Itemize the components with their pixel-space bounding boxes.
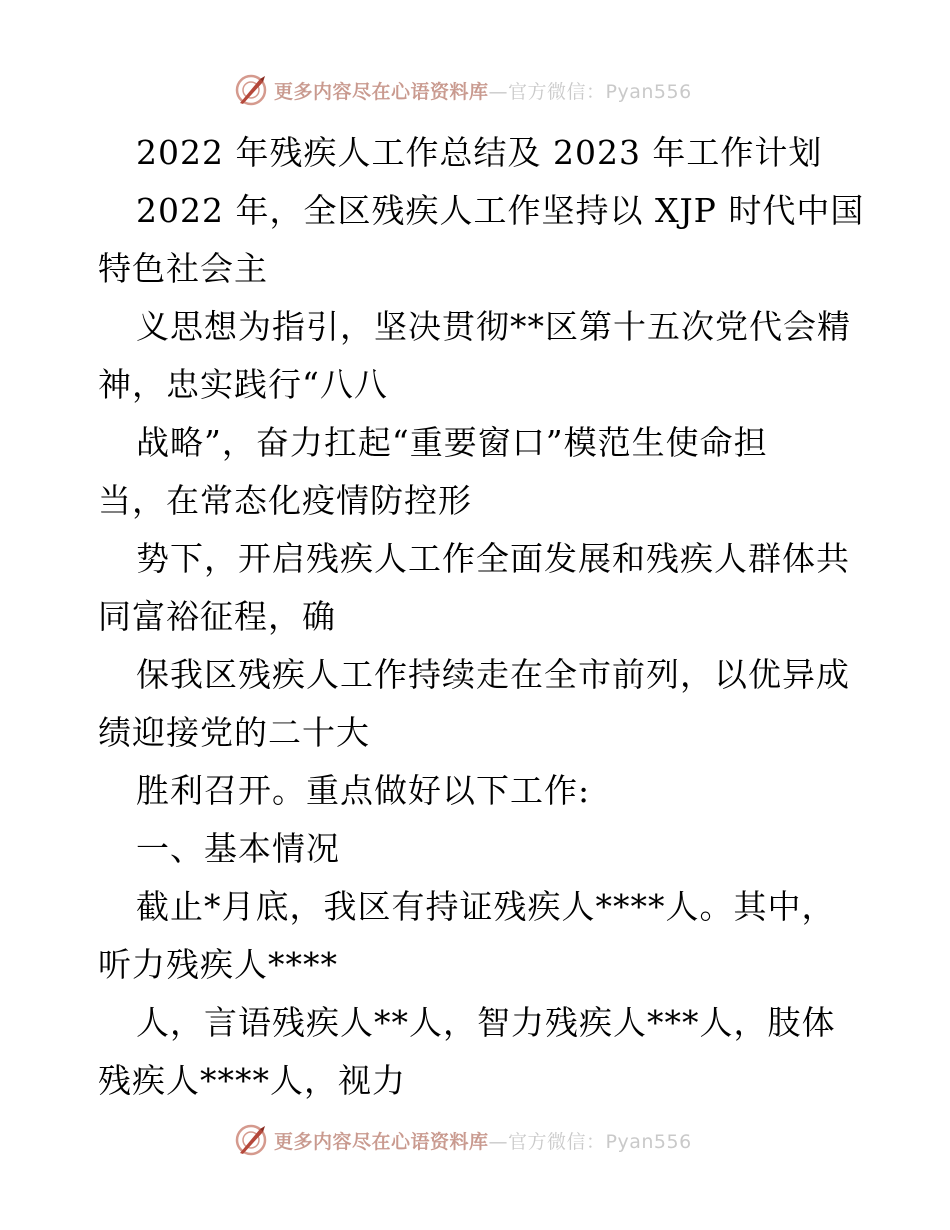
text-line: 截止*月底，我区有持证残疾人****人。其中，: [136, 887, 836, 926]
watermark-bottom: [234, 1122, 692, 1158]
text-line: 当，在常态化疫情防控形: [98, 481, 472, 520]
text-line: 神，忠实践行“八八: [98, 365, 388, 404]
text-line: 残疾人****人，视力: [98, 1061, 406, 1100]
quill-logo-icon: [234, 73, 268, 107]
text-line: 义思想为指引，坚决贯彻**区第十五次党代会精: [136, 307, 851, 346]
text-line: 势下，开启残疾人工作全面发展和残疾人群体共: [136, 539, 850, 578]
document-body: [98, 124, 865, 1110]
text-line: 绩迎接党的二十大: [98, 713, 370, 752]
watermark-top: [234, 72, 692, 108]
text-line: 2022 年，全区残疾人工作坚持以 XJP 时代中国: [136, 191, 865, 230]
text-line: 战略”，奋力扛起“重要窗口”模范生使命担: [136, 423, 768, 462]
text-line: 人，言语残疾人**人，智力残疾人***人，肢体: [136, 1003, 836, 1042]
text-line: 特色社会主: [98, 249, 268, 288]
watermark-text: 更多内容尽在心语资料库—官方微信：Pyan556: [274, 80, 692, 103]
text-line: 听力残疾人****: [98, 945, 338, 984]
document-title: 2022 年残疾人工作总结及 2023 年工作计划: [136, 133, 823, 172]
text-line: 一、基本情况: [136, 829, 340, 868]
text-line: 保我区残疾人工作持续走在全市前列，以优异成: [136, 655, 850, 694]
watermark-text: 更多内容尽在心语资料库—官方微信：Pyan556: [274, 1130, 692, 1153]
text-line: 同富裕征程，确: [98, 597, 336, 636]
quill-logo-icon: [234, 1123, 268, 1157]
text-line: 胜利召开。重点做好以下工作:: [136, 771, 591, 810]
